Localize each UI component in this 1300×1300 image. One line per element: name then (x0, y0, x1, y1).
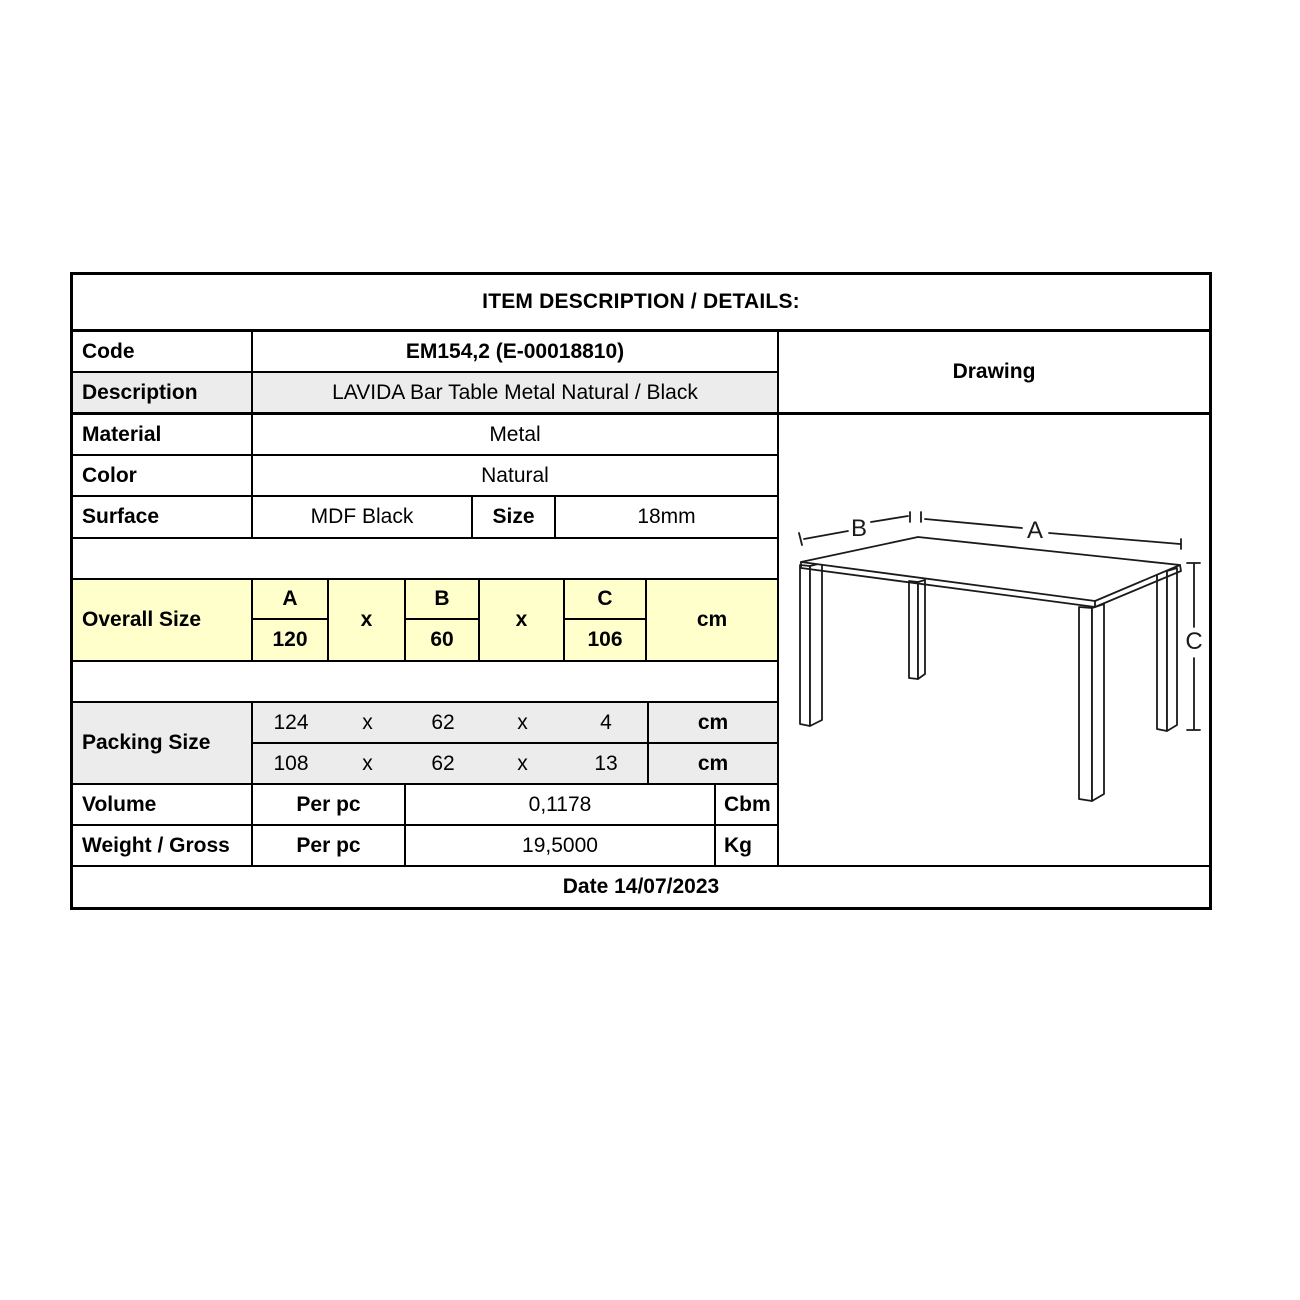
spec-sheet (70, 272, 1212, 910)
packing-2-x2: x (517, 751, 528, 775)
packing-2-v3: 13 (594, 751, 618, 775)
drawing-column (779, 332, 1209, 865)
date-row: Date 14/07/2023 (73, 865, 1209, 907)
row-material (73, 415, 777, 456)
row-weight (73, 826, 777, 865)
packing-2-v1: 108 (273, 751, 309, 775)
row-volume (73, 785, 777, 826)
packing-2-unit: cm (647, 744, 777, 783)
drawing-area (779, 415, 1209, 865)
packing-row-2 (253, 744, 777, 783)
material-value: Metal (489, 422, 541, 446)
dim-x1: x (329, 580, 406, 660)
row-description (73, 373, 777, 415)
dim-x2: x (480, 580, 565, 660)
row-code (73, 332, 777, 373)
packing-1-v2: 62 (431, 710, 455, 734)
packing-1-v3: 4 (600, 710, 612, 734)
table-leg-front-right-side (1092, 604, 1104, 801)
packing-1-unit: cm (647, 703, 777, 742)
sheet-title: ITEM DESCRIPTION / DETAILS: (73, 275, 1209, 332)
weight-value: 19,5000 (522, 833, 598, 857)
spec-table (73, 332, 779, 865)
table-leg-back-left-face (909, 581, 918, 679)
dim-b-value: 60 (430, 628, 454, 651)
spacer-row-1 (73, 539, 777, 580)
dim-a-column (253, 580, 329, 660)
surface-size-value: 18mm (637, 505, 696, 528)
dim-b-header: B (406, 580, 478, 620)
color-value: Natural (481, 463, 549, 487)
description-label: Description (73, 373, 253, 412)
packing-1-x2: x (517, 710, 528, 734)
surface-value: MDF Black (253, 497, 473, 537)
packing-2-v2: 62 (431, 751, 455, 775)
packing-row-1 (253, 703, 777, 744)
dim-c-header: C (565, 580, 645, 620)
overall-size-label: Overall Size (73, 580, 253, 660)
packing-1-x1: x (362, 710, 373, 734)
description-value: LAVIDA Bar Table Metal Natural / Black (332, 380, 698, 404)
row-packing-size (73, 703, 777, 785)
row-surface (73, 497, 777, 539)
drawing-header: Drawing (779, 332, 1209, 415)
overall-size-dims (253, 580, 777, 660)
color-label: Color (73, 456, 253, 495)
dim-c-value: 106 (587, 628, 623, 651)
code-label: Code (73, 332, 253, 371)
packing-2-x1: x (362, 751, 373, 775)
dim-a-value: 120 (272, 628, 308, 651)
table-leg-back-right-face (1157, 571, 1167, 731)
volume-value: 0,1178 (528, 792, 592, 816)
overall-size-unit: cm (696, 608, 728, 631)
table-leg-back-left-side (918, 580, 925, 679)
table-leg-back-right-side (1167, 568, 1177, 731)
table-sketch (779, 415, 1209, 865)
material-label: Material (73, 415, 253, 454)
packing-size-label: Packing Size (73, 703, 253, 783)
dim-label-c: C (1185, 628, 1203, 655)
table-leg-front-left-face (800, 565, 810, 726)
surface-size-label: Size (473, 497, 556, 537)
dim-c-column (565, 580, 647, 660)
row-overall-size (73, 580, 777, 662)
volume-unit: Cbm (714, 785, 777, 824)
weight-label: Weight / Gross (73, 826, 253, 865)
weight-per: Per pc (253, 826, 406, 865)
volume-label: Volume (73, 785, 253, 824)
weight-unit: Kg (714, 826, 777, 865)
table-top (801, 537, 1180, 601)
surface-label: Surface (73, 497, 253, 537)
packing-1-v1: 124 (273, 710, 309, 734)
packing-row-1-values (253, 703, 647, 742)
volume-per: Per pc (253, 785, 406, 824)
dim-b-column (406, 580, 480, 660)
dim-label-b: B (850, 515, 868, 542)
packing-row-2-values (253, 744, 647, 783)
row-color (73, 456, 777, 497)
packing-rows (253, 703, 777, 783)
spacer-row-2 (73, 662, 777, 703)
dim-label-a: A (1026, 517, 1044, 544)
table-leg-front-left-side (810, 563, 822, 726)
code-value: EM154,2 (E-00018810) (405, 339, 625, 363)
sheet-body (73, 332, 1209, 865)
dim-a-header: A (253, 580, 327, 620)
table-leg-front-right-face (1079, 607, 1092, 801)
